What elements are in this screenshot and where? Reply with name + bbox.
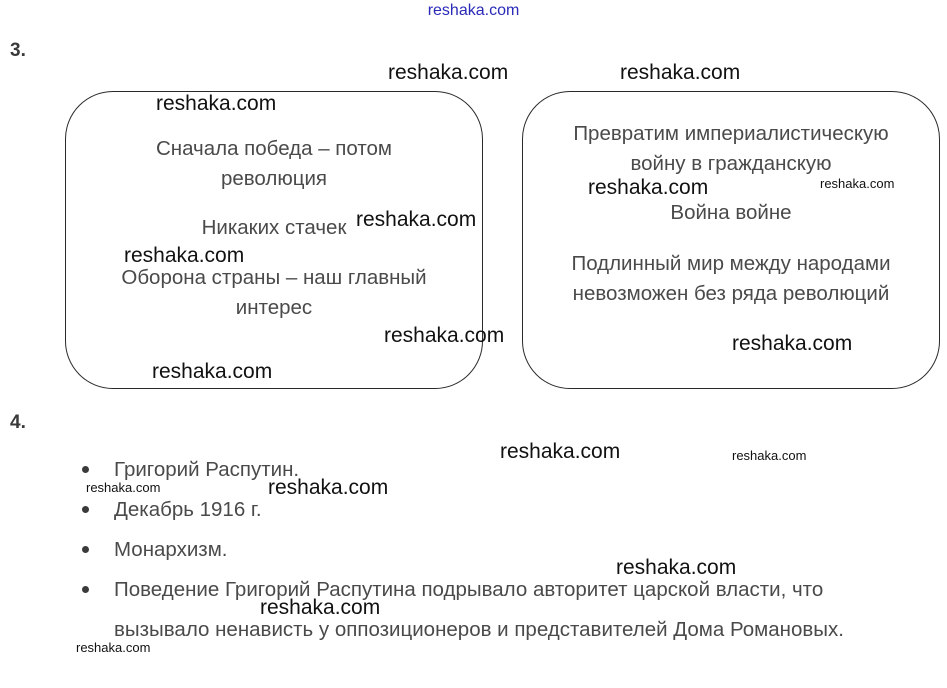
- slogan-text: Никаких стачек: [201, 216, 347, 239]
- slogan-text: Война войне: [670, 201, 792, 224]
- watermark: reshaka.com: [820, 176, 895, 191]
- watermark: reshaka.com: [732, 448, 807, 463]
- watermark: reshaka.com: [76, 640, 151, 655]
- watermark: reshaka.com: [388, 61, 509, 84]
- bullet-icon: [82, 586, 89, 593]
- section-number-4: 4.: [10, 412, 26, 433]
- slogan-text: Подлинный мир между народами невозможен без ряда революций: [571, 252, 891, 305]
- bullet-icon: [82, 466, 89, 473]
- watermark: reshaka.com: [616, 556, 737, 579]
- slogan-text: Превратим империалистическую войну в гражданскую: [573, 122, 889, 175]
- watermark: reshaka.com: [588, 176, 709, 199]
- watermark: reshaka.com: [620, 61, 741, 84]
- bullet-icon: [82, 506, 89, 513]
- slogan-text: Сначала победа – потом революция: [155, 137, 393, 190]
- section-number-3: 3.: [10, 40, 26, 61]
- bullet-icon: [82, 546, 89, 553]
- watermark: reshaka.com: [384, 324, 505, 347]
- list-item-text: Декабрь 1916 г.: [114, 498, 262, 521]
- watermark: reshaka.com: [268, 476, 389, 499]
- watermark: reshaka.com: [260, 596, 381, 619]
- watermark: reshaka.com: [152, 360, 273, 383]
- list-item: [76, 490, 916, 530]
- list-item-text: Монархизм.: [114, 538, 228, 561]
- slogan-text: Оборона страны – наш главный интерес: [121, 266, 427, 319]
- watermark: reshaka.com: [156, 92, 277, 115]
- slogan-box-right: [522, 91, 940, 389]
- watermark: reshaka.com: [500, 440, 621, 463]
- list-item-text: Григорий Распутин.: [114, 458, 300, 481]
- list-item-text: Поведение Григорий Распутина подрывало авторитет царской власти, что вызывало ненависть у оппозиционеров и представителей Дома Романовых.: [114, 578, 844, 641]
- watermark: reshaka.com: [732, 332, 853, 355]
- answer-list: [76, 450, 916, 650]
- watermark: reshaka.com: [124, 244, 245, 267]
- site-link[interactable]: reshaka.com: [427, 2, 520, 19]
- list-item: [76, 570, 916, 650]
- watermark: reshaka.com: [356, 208, 477, 231]
- watermark: reshaka.com: [86, 480, 161, 495]
- list-item: [76, 530, 916, 570]
